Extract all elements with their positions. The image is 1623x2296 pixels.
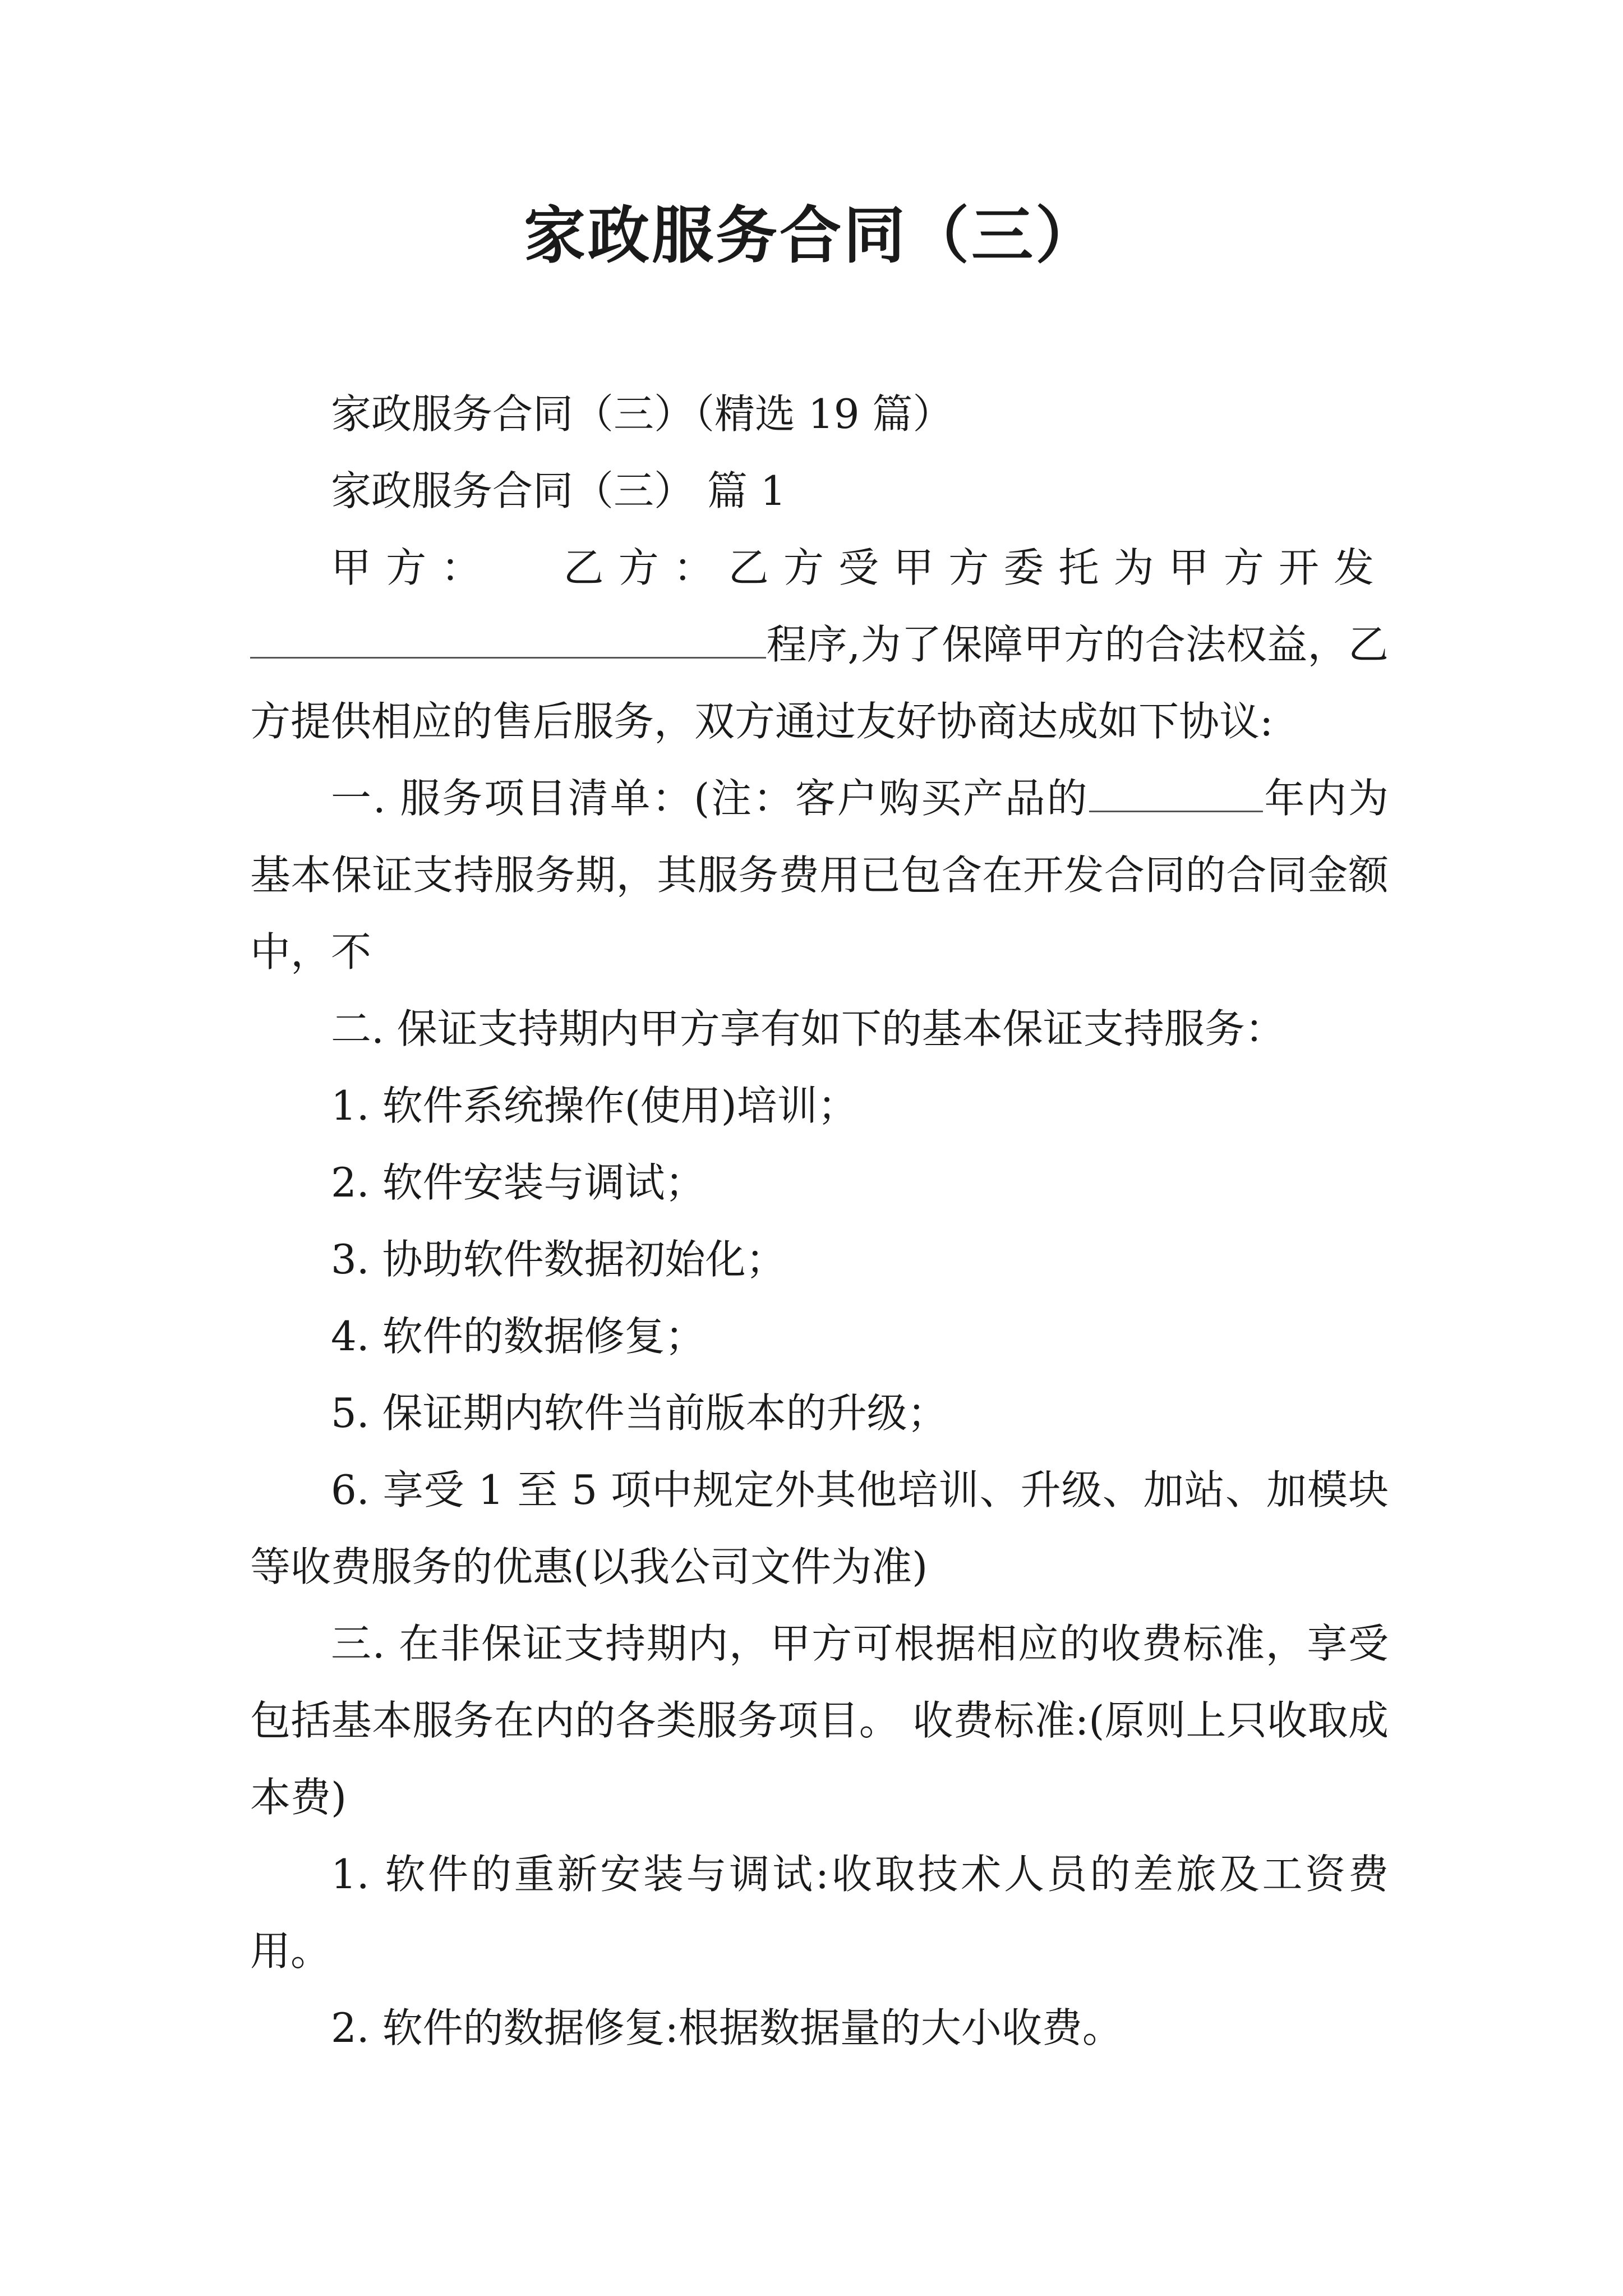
document-title: 家政服务合同（三） (524, 199, 1099, 272)
list-item-2: 2. 软件安装与调试； (331, 1159, 706, 1206)
party-a-label: 甲方： (331, 544, 496, 591)
paragraph-section-heading: 家政服务合同（三） 篇 1 (331, 467, 786, 514)
blank-line (250, 616, 766, 659)
paragraph-subtitle: 家政服务合同（三）（精选 19 篇） (331, 390, 953, 438)
list-item-1: 1. 软件系统操作(使用)培训； (331, 1082, 858, 1129)
paragraph-parties-cont: 程序,为了保障甲方的合法权益，乙方提供相应的售后服务，双方通过友好协商达成如下协议: (250, 621, 1389, 745)
list-item-5: 5. 保证期内软件当前版本的升级； (331, 1389, 948, 1437)
item-one-text-a: 一. 服务项目清单：(注：客户购买产品的 (331, 775, 1089, 822)
document-body (250, 376, 1389, 2067)
party-b-text: 乙方：乙方受甲方委托为甲方开发 (563, 544, 1389, 591)
list-item-3: 3. 协助软件数据初始化； (331, 1236, 786, 1283)
paragraph-item-one (250, 760, 1389, 991)
paragraph-item-three: 三. 在非保证支持期内，甲方可根据相应的收费标准，享受包括基本服务在内的各类服务项目。 收费标准:(原则上只收取成本费) (250, 1620, 1389, 1821)
fee-item-2: 2. 软件的数据修复:根据数据量的大小收费。 (331, 2004, 1123, 2051)
fee-item-1: 1. 软件的重新安装与调试:收取技术人员的差旅及工资费用。 (250, 1851, 1389, 1975)
item-one-text-b: 年内为基本保证支持服务期，其服务费用已包含在开发合同的合同金额中，不 (250, 775, 1389, 976)
blank-line-years (1089, 770, 1263, 812)
paragraph-item-two: 二. 保证支持期内甲方享有如下的基本保证支持服务： (331, 1005, 1285, 1052)
list-item-6: 6. 享受 1 至 5 项中规定外其他培训、升级、加站、加模块等收费服务的优惠(以我公司文件为准) (250, 1466, 1389, 1590)
list-item-4: 4. 软件的数据修复； (331, 1313, 706, 1360)
paragraph-parties (250, 530, 1389, 760)
